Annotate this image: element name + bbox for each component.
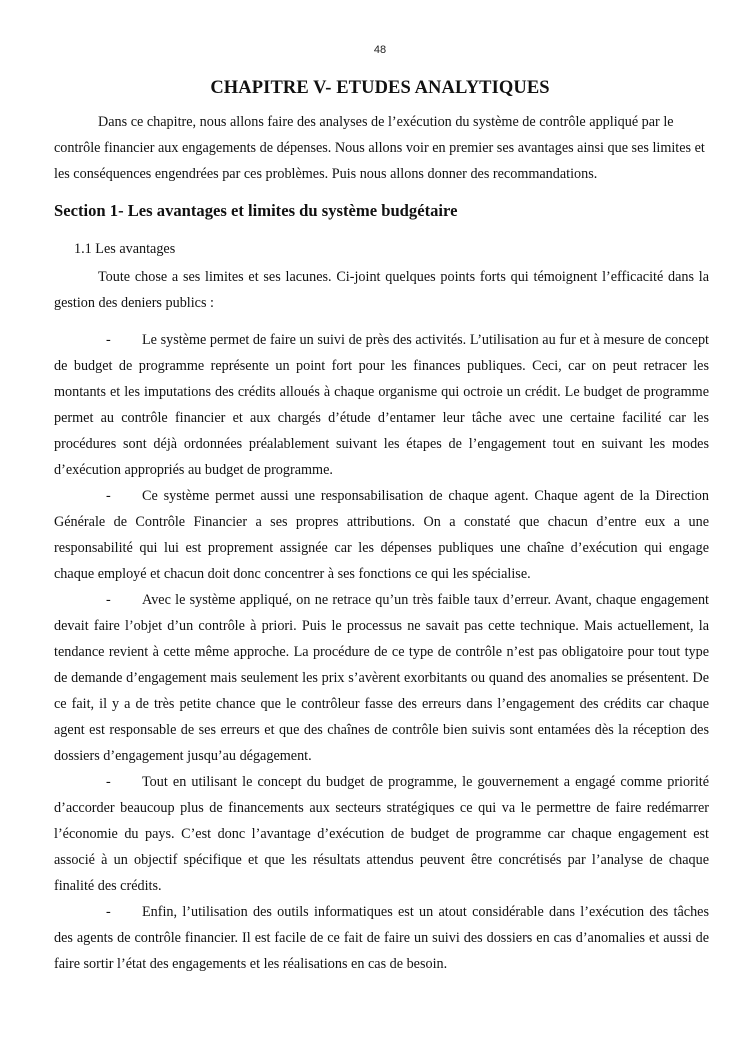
subsection-title: 1.1 Les avantages (74, 241, 176, 257)
lead-paragraph: Toute chose a ses limites et ses lacunes. Ci-joint quelques points forts qui témoignent l’efficacité dans la gestion des deniers publics : (54, 269, 709, 311)
list-item (54, 769, 709, 899)
list-item (54, 587, 709, 769)
list-item (54, 899, 709, 977)
list-item-text: Tout en utilisant le concept du budget de programme, le gouvernement a engagé comme priorité d’accorder beaucoup plus de financements aux secteurs stratégiques ce qui va le permettre de faire redémarrer l’économie du pays. C’est donc l’avantage d’exécution de budget de programme car chaque engagement est associé à un objectif spécifique et que les résultats attendus peuvent être concrétisés par l’analyse de chaque finalité des crédits. (54, 774, 709, 894)
bullet-marker: - (106, 488, 111, 504)
advantages-list (54, 327, 709, 977)
section-title: Section 1- Les avantages et limites du système budgétaire (54, 201, 458, 220)
list-item-text: Avec le système appliqué, on ne retrace qu’un très faible taux d’erreur. Avant, chaque engagement devait faire l’objet d’un contrôle à priori. Puis le processus ne savait pas cette technique. Mais actuellement, la tendance revient à cette même approche. La procédure de ce type de contrôle n’est pas obligatoire pour tout type de demande d’engagement mais seulement les prix s’avèrent exorbitants ou quand des anomalies se présentent. De ce fait, il y a de très petite chance que le contrôleur fasse des erreurs dans l’engagement des crédits car chaque agent est responsable de ses erreurs et que des chaînes de contrôle bien suivis sont entamées dès la réception des dossiers d’engagement jusqu’au dégagement. (54, 592, 709, 764)
list-item (54, 483, 709, 587)
page-number: 48 (373, 44, 387, 56)
bullet-marker: - (106, 904, 111, 920)
chapter-title: CHAPITRE V- ETUDES ANALYTIQUES (210, 78, 550, 98)
bullet-marker: - (106, 774, 111, 790)
list-item-text: Enfin, l’utilisation des outils informatiques est un atout considérable dans l’exécution des tâches des agents de contrôle financier. Il est facile de ce fait de faire un suivi des dossiers en cas d’anomalies et aussi de faire sortir l’état des engagements et les réalisations en cas de besoin. (54, 904, 709, 972)
list-item (54, 327, 709, 483)
list-item-text: Ce système permet aussi une responsabilisation de chaque agent. Chaque agent de la Direction Générale de Contrôle Financier a ses propres attributions. On a constaté que chacun d’entre eux a une responsabilité qui lui est proprement assignée car les dépenses publiques une chaîne d’exécution qui engage chaque employé et chacun doit donc concentrer à ses fonctions ce qui les spécialise. (54, 488, 709, 582)
bullet-marker: - (106, 592, 111, 608)
list-item-text: Le système permet de faire un suivi de près des activités. L’utilisation au fur et à mesure de concept de budget de programme représente un point fort pour les finances publiques. Ceci, car on peut retracer les montants et les imputations des crédits alloués à chaque organisme qui octroie un crédit. Le budget de programme permet au contrôle financier et aux chargés d’étude d’entamer leur tâche avec une certaine facilité car les procédures sont déjà ordonnées préalablement suivant les étapes de l’engagement tout en suivant les modes d’exécution appropriés au budget de programme. (54, 332, 709, 478)
bullet-marker: - (106, 332, 111, 348)
chapter-intro-paragraph: Dans ce chapitre, nous allons faire des analyses de l’exécution du système de contrôle appliqué par le contrôle financier aux engagements de dépenses. Nous allons voir en premier ses avantages ainsi que ses limites et les conséquences engendrées par ces problèmes. Puis nous allons donner des recommandations. (54, 114, 705, 182)
